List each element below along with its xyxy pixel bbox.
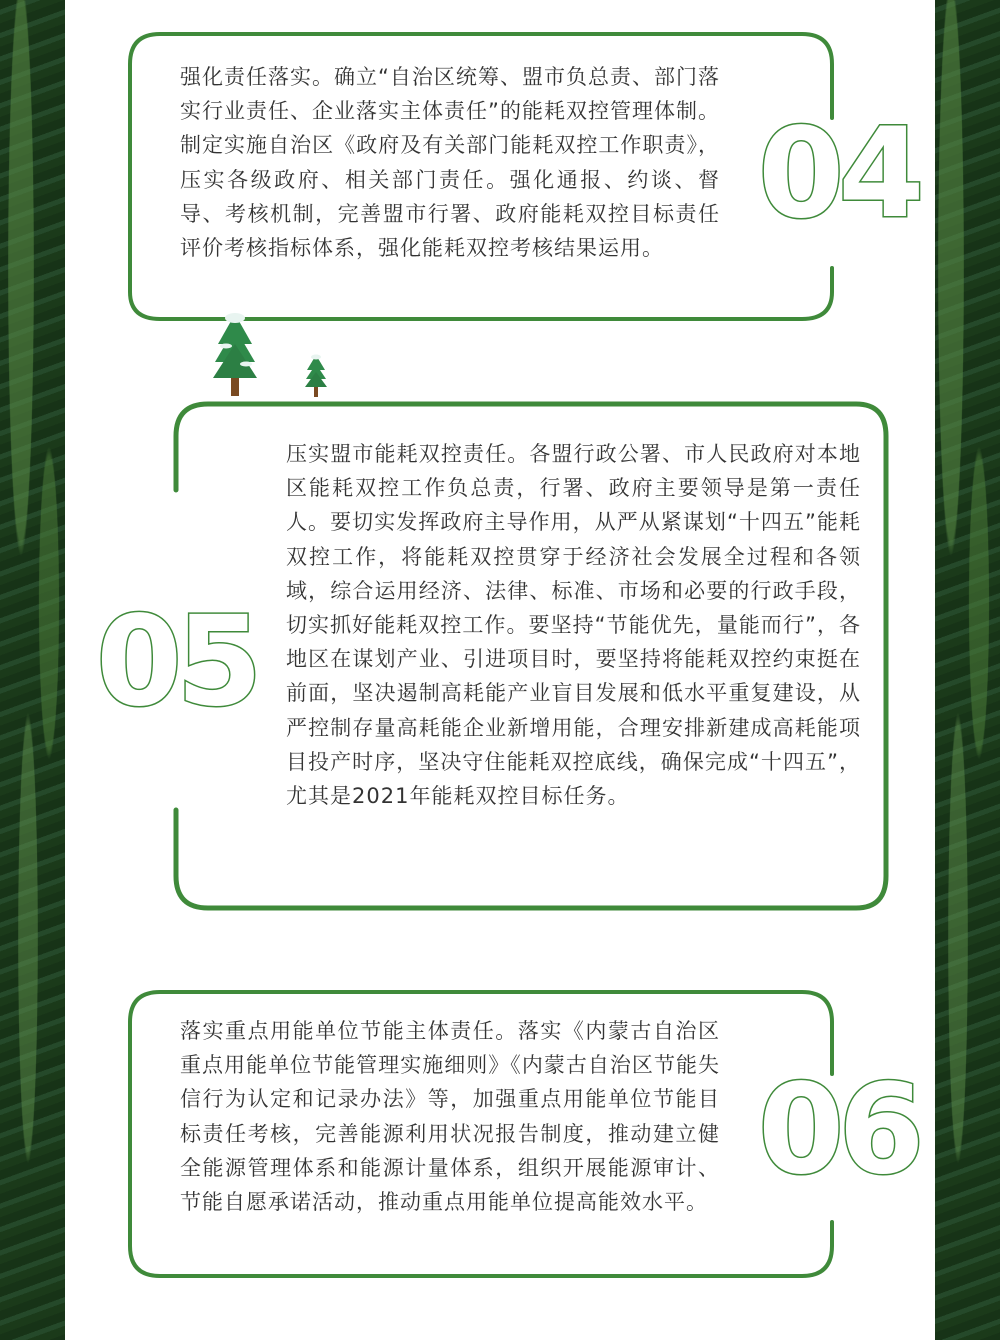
section-06-text: 落实重点用能单位节能主体责任。落实《内蒙古自治区重点用能单位节能管理实施细则》《内蒙古自治区节能失信行为认定和记录办法》等，加强重点用能单位节能目标责任考核，完善能源利用状况报告制度，推动建立健全能源管理体系和能源计量体系，组织开展能源审计、节能自愿承诺活动，推动重点用能单位提高能效水平。	[180, 1019, 720, 1215]
forest-border-left	[0, 0, 70, 1340]
section-05-number: 05	[96, 590, 257, 734]
small-pine-tree-icon	[304, 352, 328, 398]
pine-tree-icon	[212, 310, 258, 400]
section-04-number: 04	[758, 102, 919, 246]
forest-border-right	[930, 0, 1000, 1340]
section-04-text: 强化责任落实。确立“自治区统筹、盟市负总责、部门落实行业责任、企业落实主体责任”的能耗双控管理体制。制定实施自治区《政府及有关部门能耗双控工作职责》，压实各级政府、相关部门责任。强化通报、约谈、督导、考核机制，完善盟市行署、政府能耗双控目标责任评价考核指标体系，强化能耗双控考核结果运用。	[180, 65, 720, 261]
section-06-number: 06	[758, 1058, 919, 1202]
section-05-text: 压实盟市能耗双控责任。各盟行政公署、市人民政府对本地区能耗双控工作负总责，行署、政府主要领导是第一责任人。要切实发挥政府主导作用，从严从紧谋划“十四五”能耗双控工作，将能耗双控贯穿于经济社会发展全过程和各领域，综合运用经济、法律、标准、市场和必要的行政手段，切实抓好能耗双控工作。要坚持“节能优先，量能而行”，各地区在谋划产业、引进项目时，要坚持将能耗双控约束挺在前面，坚决遏制高耗能产业盲目发展和低水平重复建设，从严控制存量高耗能企业新增用能，合理安排新建成高耗能项目投产时序，坚决守住能耗双控底线，确保完成“十四五”，尤其是2021年能耗双控目标任务。	[286, 442, 861, 809]
